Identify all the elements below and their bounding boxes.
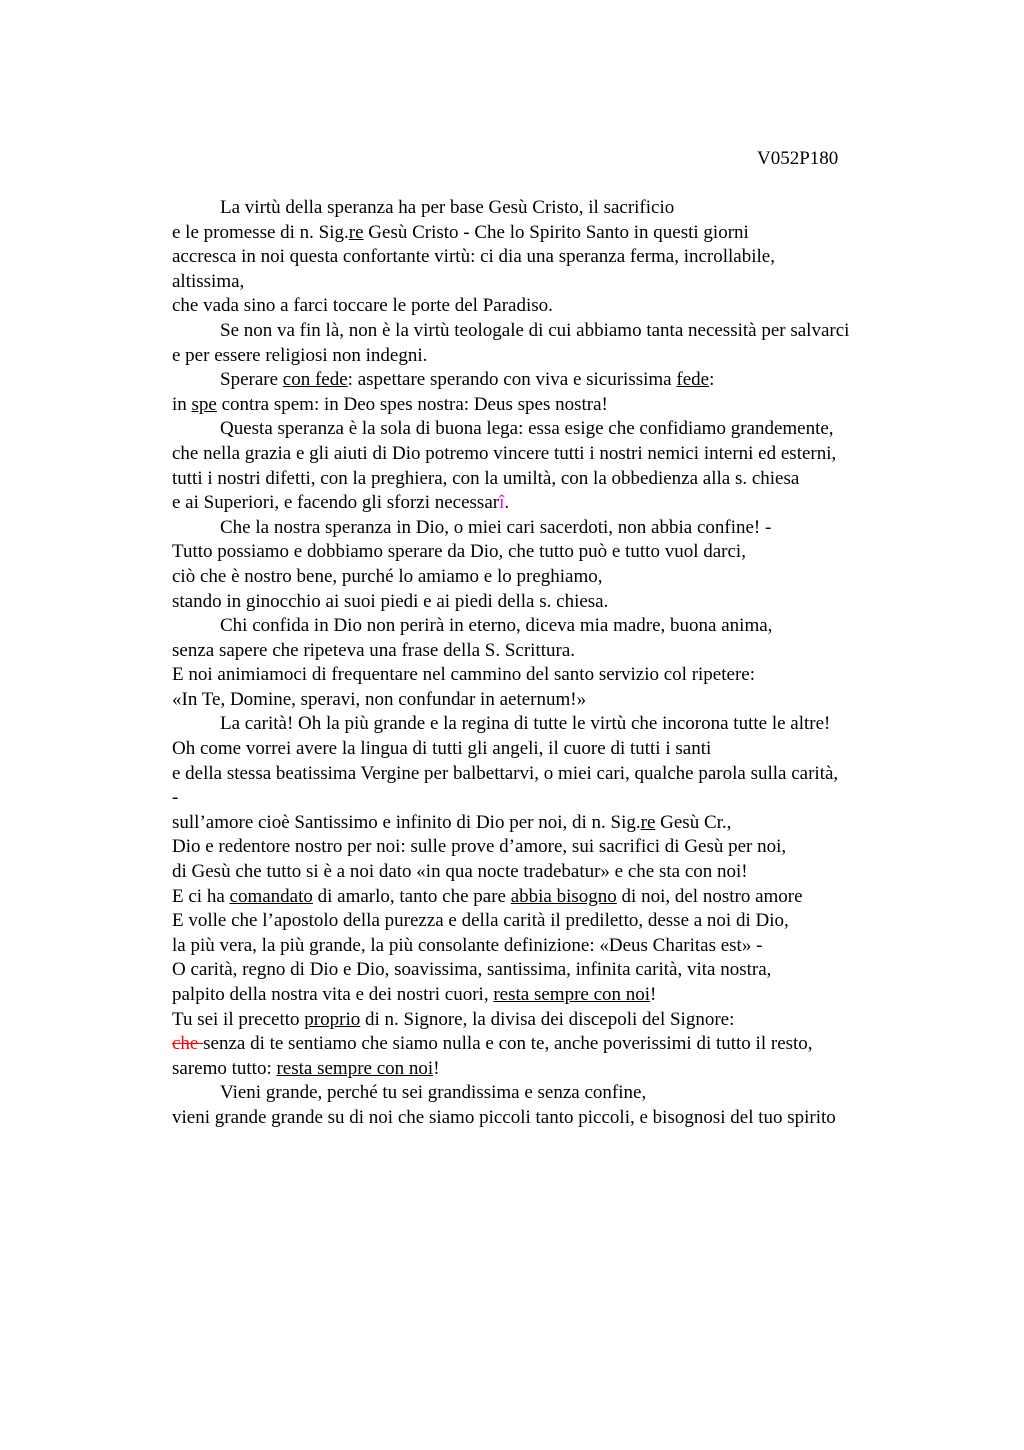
text-segment: Gesù Cristo - Che lo Spirito Santo in questi giorni <box>363 221 749 243</box>
text-segment: che nella grazia e gli aiuti di Dio potremo vincere tutti i nostri nemici interni ed esterni, <box>172 442 837 464</box>
text-segment: palpito della nostra vita e dei nostri cuori, <box>172 984 494 1005</box>
text-segment: Vieni grande, perché tu sei grandissima e senza confine, <box>220 1082 647 1104</box>
text-line <box>172 1057 932 1082</box>
text-segment: : <box>709 369 715 391</box>
text-segment: contra spem: in Deo spes nostra: Deus spes nostra! <box>216 393 608 415</box>
underlined-text: comandato <box>229 885 313 907</box>
text-line <box>172 885 932 910</box>
text-segment: e della stessa beatissima Vergine per balbettarvi, o miei cari, qualche parola sulla carità, <box>172 762 839 784</box>
text-line <box>172 368 932 393</box>
text-segment: Sperare <box>220 369 283 391</box>
text-segment: tutti i nostri difetti, con la preghiera, con la umiltà, con la obbedienza alla s. chiesa <box>172 467 800 489</box>
text-segment: in <box>172 393 192 415</box>
text-line <box>172 639 932 664</box>
text-line <box>172 835 932 860</box>
text-segment: ciò che è nostro bene, purché lo amiamo e lo preghiamo, <box>172 565 603 587</box>
text-line <box>172 712 932 737</box>
text-line <box>172 983 932 1008</box>
text-line <box>172 196 932 221</box>
underlined-text: re <box>640 811 656 833</box>
text-segment: ! <box>650 984 657 1005</box>
text-segment: Chi confida in Dio non perirà in eterno, diceva mia madre, buona anima, <box>220 615 773 637</box>
text-segment: Se non va fin là, non è la virtù teologale di cui abbiamo tanta necessità per salvarci <box>220 319 850 341</box>
text-segment: . <box>504 492 510 514</box>
text-segment: - <box>172 787 179 809</box>
text-line <box>172 270 932 295</box>
text-segment: Tu sei il precetto <box>172 1008 305 1030</box>
text-line <box>172 442 932 467</box>
text-line <box>172 294 932 319</box>
text-line <box>172 516 932 541</box>
underlined-text: re <box>348 221 364 243</box>
text-line <box>172 245 932 270</box>
text-segment: Questa speranza è la sola di buona lega: essa esige che confidiamo grandemente, <box>220 418 834 440</box>
underlined-text: resta sempre con noi <box>493 984 651 1005</box>
text-segment: la più vera, la più grande, la più consolante definizione: «Deus Charitas est» - <box>172 934 763 956</box>
highlighted-mark: î <box>499 492 505 514</box>
text-line <box>172 786 932 811</box>
text-line <box>172 614 932 639</box>
text-segment: di noi, del nostro amore <box>616 885 803 907</box>
text-segment: vieni grande grande su di noi che siamo piccoli tanto piccoli, e bisognosi del tuo spirito <box>172 1106 836 1128</box>
text-line <box>172 590 932 615</box>
underlined-text: spe <box>191 393 217 415</box>
text-line <box>172 1106 932 1131</box>
text-line <box>172 467 932 492</box>
text-line <box>172 688 932 713</box>
text-line <box>172 860 932 885</box>
text-segment: altissima, <box>172 270 245 292</box>
text-segment: «In Te, Domine, speravi, non confundar in aeternum!» <box>172 688 587 710</box>
document-code: V052P180 <box>757 148 839 169</box>
underlined-text: abbia bisogno <box>510 885 617 907</box>
text-segment: sull’amore cioè Santissimo e infinito di Dio per noi, di n. Sig. <box>172 811 641 833</box>
text-line <box>172 491 932 516</box>
text-segment: accresca in noi questa confortante virtù: ci dia una speranza ferma, incrollabile, <box>172 246 775 268</box>
underlined-text: fede <box>676 369 710 391</box>
text-line <box>172 762 932 787</box>
text-segment: e le promesse di n. Sig. <box>172 221 349 243</box>
text-segment: Tutto possiamo e dobbiamo sperare da Dio, che tutto può e tutto vuol darci, <box>172 541 746 563</box>
text-segment: di Gesù che tutto si è a noi dato «in qua nocte tradebatur» e che sta con noi! <box>172 861 748 883</box>
text-segment: saremo tutto: <box>172 1057 277 1079</box>
text-line <box>172 958 932 983</box>
text-segment: O carità, regno di Dio e Dio, soavissima, santissima, infinita carità, vita nostra, <box>172 959 772 981</box>
text-segment: e per essere religiosi non indegni. <box>172 344 428 366</box>
text-segment: di amarlo, tanto che pare <box>312 885 511 907</box>
text-line <box>172 393 932 418</box>
text-segment: Dio e redentore nostro per noi: sulle prove d’amore, sui sacrifici di Gesù per noi, <box>172 836 787 858</box>
text-line <box>172 417 932 442</box>
text-line <box>172 221 932 246</box>
text-line <box>172 811 932 836</box>
document-body <box>172 196 932 1131</box>
text-segment: ! <box>433 1057 440 1079</box>
text-segment: Oh come vorrei avere la lingua di tutti gli angeli, il cuore di tutti i santi <box>172 738 712 760</box>
text-line <box>172 934 932 959</box>
underlined-text: proprio <box>304 1008 361 1030</box>
text-line <box>172 319 932 344</box>
text-segment: Gesù Cr., <box>655 811 732 833</box>
text-line <box>172 909 932 934</box>
text-segment: E ci ha <box>172 885 230 907</box>
text-segment: senza di te sentiamo che siamo nulla e con te, anche poverissimi di tutto il resto, <box>203 1033 813 1055</box>
struck-text: che <box>172 1033 204 1055</box>
text-line <box>172 1032 932 1057</box>
underlined-text: resta sempre con noi <box>276 1057 434 1079</box>
text-segment: E noi animiamoci di frequentare nel cammino del santo servizio col ripetere: <box>172 664 755 686</box>
underlined-text: con fede <box>282 369 348 391</box>
text-line <box>172 737 932 762</box>
text-segment: e ai Superiori, e facendo gli sforzi necessar <box>172 492 500 514</box>
text-segment: : aspettare sperando con viva e sicurissima <box>347 369 677 391</box>
text-line <box>172 1008 932 1033</box>
text-line <box>172 565 932 590</box>
text-segment: stando in ginocchio ai suoi piedi e ai piedi della s. chiesa. <box>172 590 609 612</box>
text-line <box>172 540 932 565</box>
text-line <box>172 663 932 688</box>
text-line <box>172 344 932 369</box>
text-line <box>172 1081 932 1106</box>
text-segment: La virtù della speranza ha per base Gesù Cristo, il sacrificio <box>220 197 675 218</box>
text-segment: senza sapere che ripeteva una frase della S. Scrittura. <box>172 639 576 661</box>
text-segment: che vada sino a farci toccare le porte del Paradiso. <box>172 295 553 317</box>
text-segment: Che la nostra speranza in Dio, o miei cari sacerdoti, non abbia confine! - <box>220 516 772 538</box>
text-segment: E volle che l’apostolo della purezza e della carità il prediletto, desse a noi di Dio, <box>172 910 789 932</box>
text-segment: La carità! Oh la più grande e la regina di tutte le virtù che incorona tutte le altre! <box>220 713 831 735</box>
text-segment: di n. Signore, la divisa dei discepoli del Signore: <box>360 1008 735 1030</box>
